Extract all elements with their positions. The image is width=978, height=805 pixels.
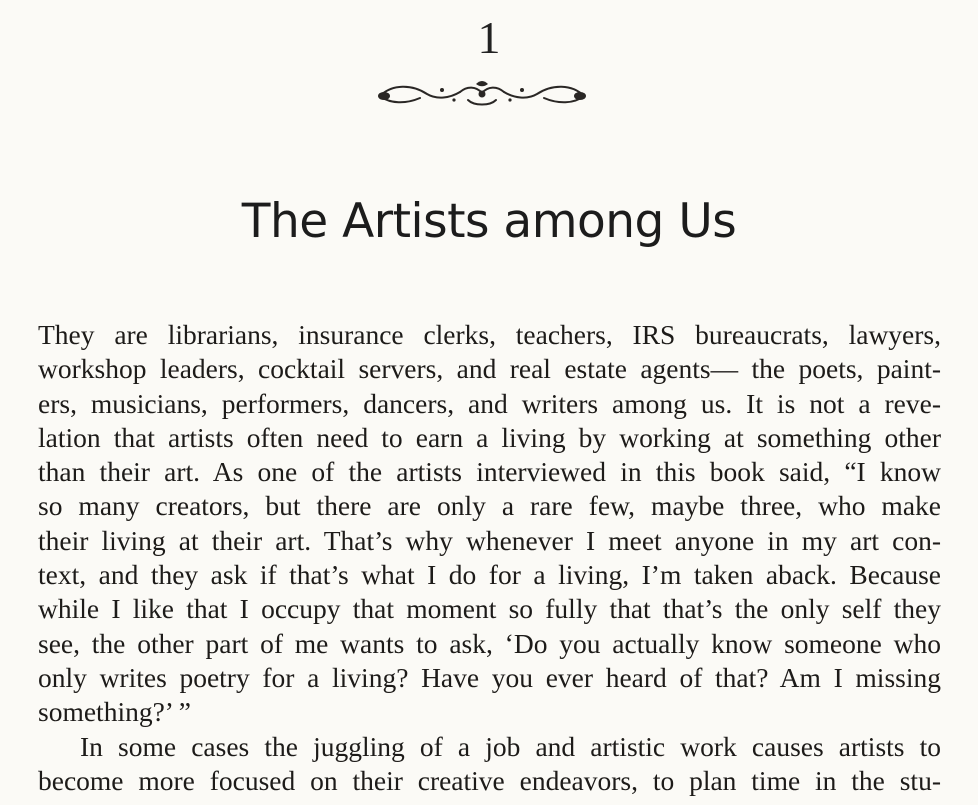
paragraph xyxy=(38,318,941,730)
text-line: ers, musicians, performers, dancers, and writers among us. It is not a reve- xyxy=(38,387,941,419)
text-line: than their art. As one of the artists interviewed in this book said, “I know xyxy=(38,456,941,488)
text-line: become more focused on their creative endeavors, to plan time in the stu- xyxy=(38,764,941,796)
text-line: so many creators, but there are only a rare few, maybe three, who make xyxy=(38,490,941,522)
paragraph xyxy=(38,730,941,799)
chapter-number: 1 xyxy=(477,12,501,63)
text-line: only writes poetry for a living? Have you ever heard of that? Am I missing xyxy=(38,661,941,693)
text-line: something?’ ” xyxy=(38,696,191,728)
body-text xyxy=(38,318,941,798)
text-line: lation that artists often need to earn a living by working at something other xyxy=(38,421,941,453)
text-line: while I like that I occupy that moment so fully that that’s the only self they xyxy=(38,593,941,625)
text-line: In some cases the juggling of a job and artistic work causes artists to xyxy=(80,730,941,762)
text-line: their living at their art. That’s why whenever I meet anyone in my art con- xyxy=(38,524,941,556)
text-line: They are librarians, insurance clerks, teachers, IRS bureaucrats, lawyers, xyxy=(38,319,941,350)
text-line: text, and they ask if that’s what I do for a living, I’m taken aback. Because xyxy=(38,559,941,591)
text-line: workshop leaders, cocktail servers, and real estate agents— the poets, paint- xyxy=(38,353,941,385)
chapter-title: The Artists among Us xyxy=(241,194,737,249)
text-line: see, the other part of me wants to ask, ‘Do you actually know someone who xyxy=(38,627,941,659)
decorative-flourish-icon xyxy=(372,80,592,108)
